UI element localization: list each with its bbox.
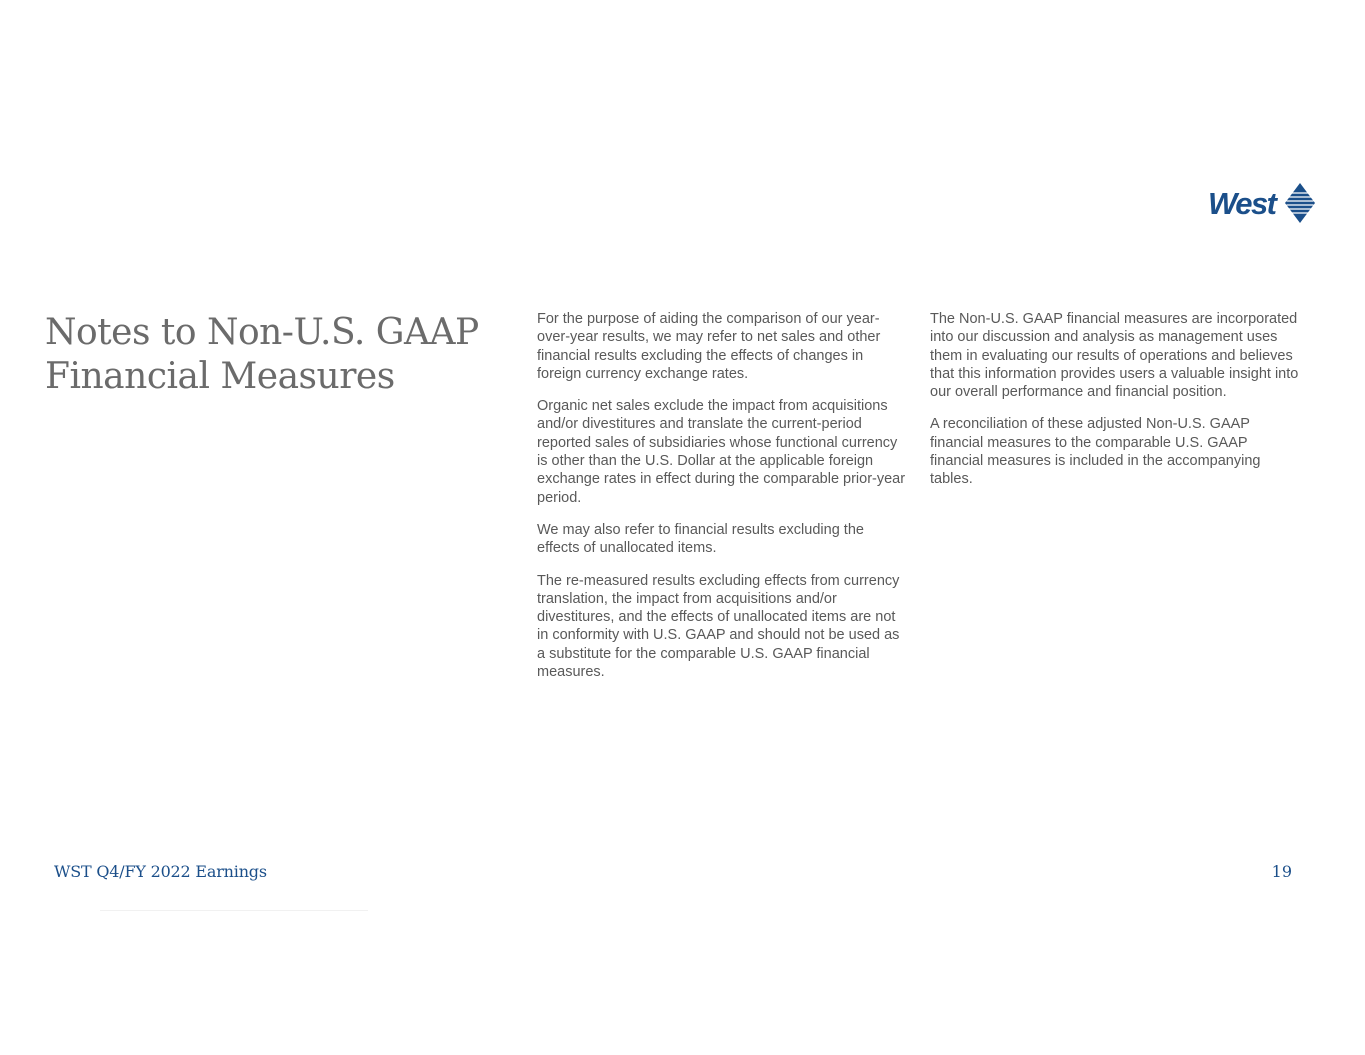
west-logo-text: West [1208,186,1276,221]
paragraph: A reconciliation of these adjusted Non-U.S. GAAP financial measures to the comparable U.S. GAAP financial measures is included in the accompanying tables. [930,416,1261,488]
page-title-line-1: Notes to Non-U.S. GAAP [45,312,479,353]
west-logo [1208,181,1316,225]
page-title-line-2: Financial Measures [45,356,395,397]
footer-divider [100,910,368,911]
page-title [45,311,485,399]
paragraph: We may also refer to financial results excluding the effects of unallocated items. [537,521,864,557]
diamond-icon [1285,183,1315,223]
body-column-left [537,310,909,695]
footer-title: WST Q4/FY 2022 Earnings [54,862,267,881]
paragraph: The Non-U.S. GAAP financial measures are incorporated into our discussion and analysis as management uses them in evaluating our results of operations and believes that this information provides users a valuable insight into our overall performance and financial position. [930,311,1299,401]
body-column-right [930,310,1300,503]
paragraph: The re-measured results excluding effects from currency translation, the impact from acquisitions and/or divestitures, and the effects of unallocated items are not in conformity with U.S. GAAP and should not be used as a substitute for the comparable U.S. GAAP financial measures. [537,572,900,681]
page-number: 19 [1271,862,1292,881]
paragraph: For the purpose of aiding the comparison of our year-over-year results, we may refer to net sales and other financial results excluding the effects of changes in foreign currency exchange rates. [537,311,881,382]
paragraph: Organic net sales exclude the impact from acquisitions and/or divestitures and translate the current-period reported sales of subsidiaries whose functional currency is other than the U.S. Dollar at the applicable foreign exchange rates in effect during the comparable prior-year period. [537,398,906,506]
